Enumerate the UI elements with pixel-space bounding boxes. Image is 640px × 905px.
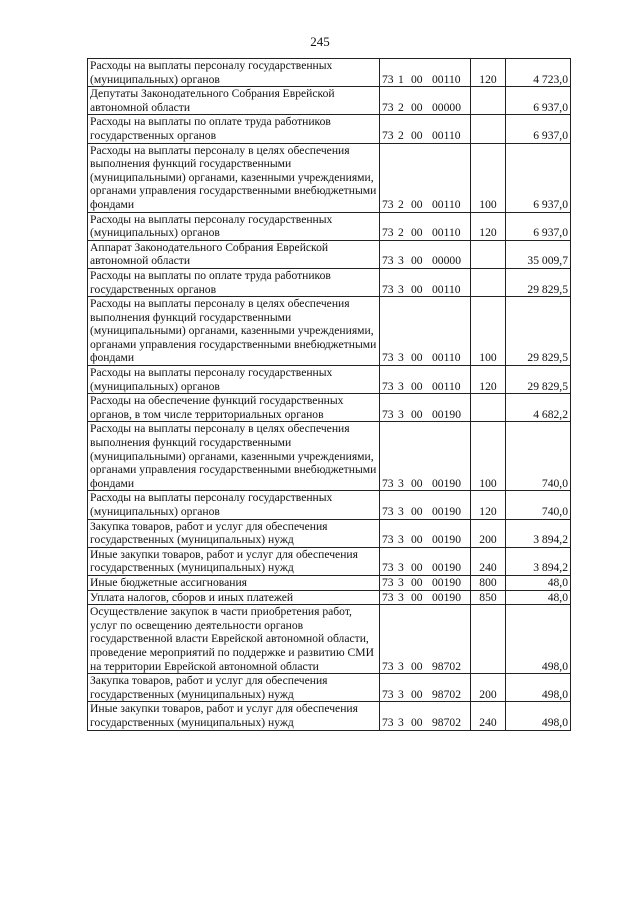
- amount-cell: 3 894,2: [506, 547, 571, 575]
- amount-cell: 6 937,0: [506, 87, 571, 115]
- code-part: 2: [398, 197, 404, 211]
- expense-type-cell: 240: [471, 547, 506, 575]
- code-part: 73: [382, 590, 394, 604]
- table-row: [88, 519, 571, 547]
- code-part: 3: [398, 561, 404, 575]
- target-article-code-cell: [380, 519, 471, 547]
- code-part: 73: [382, 197, 394, 211]
- target-article-code-cell: [380, 87, 471, 115]
- code-part: 73: [382, 533, 394, 547]
- table-row: [88, 212, 571, 240]
- code-part: 00190: [432, 561, 461, 575]
- code-part: 1: [398, 72, 404, 86]
- target-article-code-cell: [380, 674, 471, 702]
- table-row: [88, 240, 571, 268]
- expense-type-cell: 850: [471, 590, 506, 605]
- expense-type-cell: [471, 115, 506, 143]
- table-row: [88, 491, 571, 519]
- expense-type-cell: [471, 605, 506, 674]
- code-part: 00: [411, 505, 423, 518]
- code-part: 00: [411, 197, 423, 211]
- amount-cell: 4 723,0: [506, 59, 571, 87]
- code-part: 3: [398, 407, 404, 421]
- amount-cell: 498,0: [506, 605, 571, 674]
- code-part: 00190: [432, 505, 461, 518]
- code-part: 00110: [432, 282, 461, 296]
- expense-type-cell: 200: [471, 519, 506, 547]
- code-part: 00000: [432, 100, 461, 114]
- target-article-code-cell: [380, 422, 471, 491]
- code-part: 00190: [432, 575, 461, 589]
- code-part: 3: [398, 379, 404, 393]
- target-article-code-cell: [380, 212, 471, 240]
- code-part: 2: [398, 226, 404, 240]
- code-part: 98702: [432, 687, 461, 701]
- table-row: [88, 605, 571, 674]
- code-part: 73: [382, 72, 394, 86]
- target-article-code-cell: [380, 115, 471, 143]
- code-part: 00110: [432, 72, 461, 86]
- code-part: 98702: [432, 659, 461, 673]
- expense-name-cell: Аппарат Законодательного Собрания Еврейской автономной области: [88, 240, 380, 268]
- target-article-code-cell: [380, 605, 471, 674]
- code-part: 00: [411, 128, 423, 142]
- code-part: 00: [411, 407, 423, 421]
- table-row: [88, 59, 571, 87]
- code-part: 73: [382, 561, 394, 575]
- expense-type-cell: [471, 394, 506, 422]
- expense-name-cell: Расходы на обеспечение функций государственных органов, в том числе территориальных органов: [88, 394, 380, 422]
- expense-name-cell: Осуществление закупок в части приобретения работ, услуг по освещению деятельности органов государственной власти Еврейской автономной области, проведение мероприятий по поддержке и развитию СМИ на территории Еврейской автономной области: [88, 605, 380, 674]
- code-part: 00000: [432, 254, 461, 268]
- expense-name-cell: Расходы на выплаты персоналу в целях обеспечения выполнения функций государственными (муниципальными) органами, казенными учреждениями, органами управления государственными внебюджетными фондами: [88, 422, 380, 491]
- table-row: [88, 702, 571, 730]
- amount-cell: 740,0: [506, 422, 571, 491]
- expense-name-cell: Расходы на выплаты персоналу государственных (муниципальных) органов: [88, 491, 380, 519]
- budget-table-body: [88, 59, 571, 731]
- code-part: 3: [398, 351, 404, 365]
- code-part: 3: [398, 254, 404, 268]
- amount-cell: 6 937,0: [506, 212, 571, 240]
- expense-name-cell: Расходы на выплаты персоналу в целях обеспечения выполнения функций государственными (муниципальными) органами, казенными учреждениями, органами управления государственными внебюджетными фондами: [88, 143, 380, 212]
- expense-name-cell: Депутаты Законодательного Собрания Еврейской автономной области: [88, 87, 380, 115]
- code-part: 73: [382, 128, 394, 142]
- code-part: 00110: [432, 379, 461, 393]
- table-row: [88, 575, 571, 590]
- table-row: [88, 366, 571, 394]
- target-article-code-cell: [380, 491, 471, 519]
- expense-type-cell: 800: [471, 575, 506, 590]
- expense-type-cell: [471, 240, 506, 268]
- code-part: 00: [411, 379, 423, 393]
- amount-cell: 498,0: [506, 674, 571, 702]
- table-row: [88, 297, 571, 366]
- code-part: 3: [398, 575, 404, 589]
- table-row: [88, 115, 571, 143]
- code-part: 73: [382, 407, 394, 421]
- code-part: 73: [382, 505, 394, 518]
- code-part: 73: [382, 282, 394, 296]
- code-part: 00: [411, 351, 423, 365]
- target-article-code-cell: [380, 240, 471, 268]
- target-article-code-cell: [380, 590, 471, 605]
- target-article-code-cell: [380, 143, 471, 212]
- amount-cell: 6 937,0: [506, 143, 571, 212]
- amount-cell: 3 894,2: [506, 519, 571, 547]
- code-part: 00: [411, 476, 423, 490]
- code-part: 00: [411, 687, 423, 701]
- expense-name-cell: Закупка товаров, работ и услуг для обеспечения государственных (муниципальных) нужд: [88, 674, 380, 702]
- expense-type-cell: [471, 87, 506, 115]
- expense-type-cell: 120: [471, 59, 506, 87]
- code-part: 00: [411, 72, 423, 86]
- code-part: 3: [398, 659, 404, 673]
- code-part: 98702: [432, 715, 461, 729]
- table-row: [88, 422, 571, 491]
- code-part: 00: [411, 561, 423, 575]
- expense-name-cell: Расходы на выплаты по оплате труда работников государственных органов: [88, 268, 380, 296]
- code-part: 3: [398, 687, 404, 701]
- expense-name-cell: Уплата налогов, сборов и иных платежей: [88, 590, 380, 605]
- amount-cell: 4 682,2: [506, 394, 571, 422]
- table-row: [88, 268, 571, 296]
- code-part: 73: [382, 715, 394, 729]
- code-part: 73: [382, 659, 394, 673]
- page-number: 245: [310, 34, 330, 49]
- target-article-code-cell: [380, 297, 471, 366]
- code-part: 00110: [432, 197, 461, 211]
- code-part: 00: [411, 533, 423, 547]
- code-part: 2: [398, 100, 404, 114]
- amount-cell: 498,0: [506, 702, 571, 730]
- target-article-code-cell: [380, 702, 471, 730]
- expense-name-cell: Расходы на выплаты персоналу государственных (муниципальных) органов: [88, 59, 380, 87]
- target-article-code-cell: [380, 575, 471, 590]
- code-part: 3: [398, 715, 404, 729]
- code-part: 00: [411, 100, 423, 114]
- expense-type-cell: 200: [471, 674, 506, 702]
- expense-type-cell: 100: [471, 143, 506, 212]
- code-part: 00: [411, 659, 423, 673]
- code-part: 3: [398, 505, 404, 518]
- code-part: 00190: [432, 590, 461, 604]
- table-row: [88, 143, 571, 212]
- expense-type-cell: 120: [471, 491, 506, 519]
- code-part: 00: [411, 282, 423, 296]
- code-part: 73: [382, 687, 394, 701]
- expense-type-cell: [471, 268, 506, 296]
- code-part: 2: [398, 128, 404, 142]
- code-part: 3: [398, 590, 404, 604]
- amount-cell: 29 829,5: [506, 268, 571, 296]
- target-article-code-cell: [380, 547, 471, 575]
- code-part: 00: [411, 254, 423, 268]
- expense-type-cell: 100: [471, 297, 506, 366]
- target-article-code-cell: [380, 268, 471, 296]
- expense-name-cell: Расходы на выплаты персоналу государственных (муниципальных) органов: [88, 366, 380, 394]
- code-part: 00: [411, 226, 423, 240]
- expense-type-cell: 120: [471, 366, 506, 394]
- code-part: 73: [382, 575, 394, 589]
- expense-name-cell: Иные закупки товаров, работ и услуг для обеспечения государственных (муниципальных) нужд: [88, 702, 380, 730]
- expense-name-cell: Расходы на выплаты по оплате труда работников государственных органов: [88, 115, 380, 143]
- amount-cell: 29 829,5: [506, 366, 571, 394]
- code-part: 73: [382, 379, 394, 393]
- code-part: 73: [382, 100, 394, 114]
- expense-name-cell: Иные бюджетные ассигнования: [88, 575, 380, 590]
- target-article-code-cell: [380, 366, 471, 394]
- table-row: [88, 87, 571, 115]
- expense-name-cell: Расходы на выплаты персоналу в целях обеспечения выполнения функций государственными (муниципальными) органами, казенными учреждениями, органами управления государственными внебюджетными фондами: [88, 297, 380, 366]
- code-part: 3: [398, 476, 404, 490]
- code-part: 3: [398, 533, 404, 547]
- target-article-code-cell: [380, 59, 471, 87]
- code-part: 00190: [432, 533, 461, 547]
- expense-name-cell: Иные закупки товаров, работ и услуг для обеспечения государственных (муниципальных) нужд: [88, 547, 380, 575]
- budget-table: [87, 58, 571, 731]
- amount-cell: 6 937,0: [506, 115, 571, 143]
- amount-cell: 48,0: [506, 590, 571, 605]
- expense-type-cell: 240: [471, 702, 506, 730]
- code-part: 00: [411, 715, 423, 729]
- expense-type-cell: 100: [471, 422, 506, 491]
- table-row: [88, 674, 571, 702]
- table-row: [88, 547, 571, 575]
- code-part: 00190: [432, 476, 461, 490]
- amount-cell: 35 009,7: [506, 240, 571, 268]
- amount-cell: 29 829,5: [506, 297, 571, 366]
- code-part: 3: [398, 282, 404, 296]
- table-row: [88, 590, 571, 605]
- code-part: 73: [382, 226, 394, 240]
- code-part: 00: [411, 590, 423, 604]
- code-part: 73: [382, 254, 394, 268]
- amount-cell: 48,0: [506, 575, 571, 590]
- code-part: 00110: [432, 226, 461, 240]
- expense-name-cell: Расходы на выплаты персоналу государственных (муниципальных) органов: [88, 212, 380, 240]
- target-article-code-cell: [380, 394, 471, 422]
- table-row: [88, 394, 571, 422]
- code-part: 00: [411, 575, 423, 589]
- code-part: 73: [382, 351, 394, 365]
- code-part: 00110: [432, 351, 461, 365]
- code-part: 73: [382, 476, 394, 490]
- amount-cell: 740,0: [506, 491, 571, 519]
- expense-type-cell: 120: [471, 212, 506, 240]
- expense-name-cell: Закупка товаров, работ и услуг для обеспечения государственных (муниципальных) нужд: [88, 519, 380, 547]
- code-part: 00190: [432, 407, 461, 421]
- code-part: 00110: [432, 128, 461, 142]
